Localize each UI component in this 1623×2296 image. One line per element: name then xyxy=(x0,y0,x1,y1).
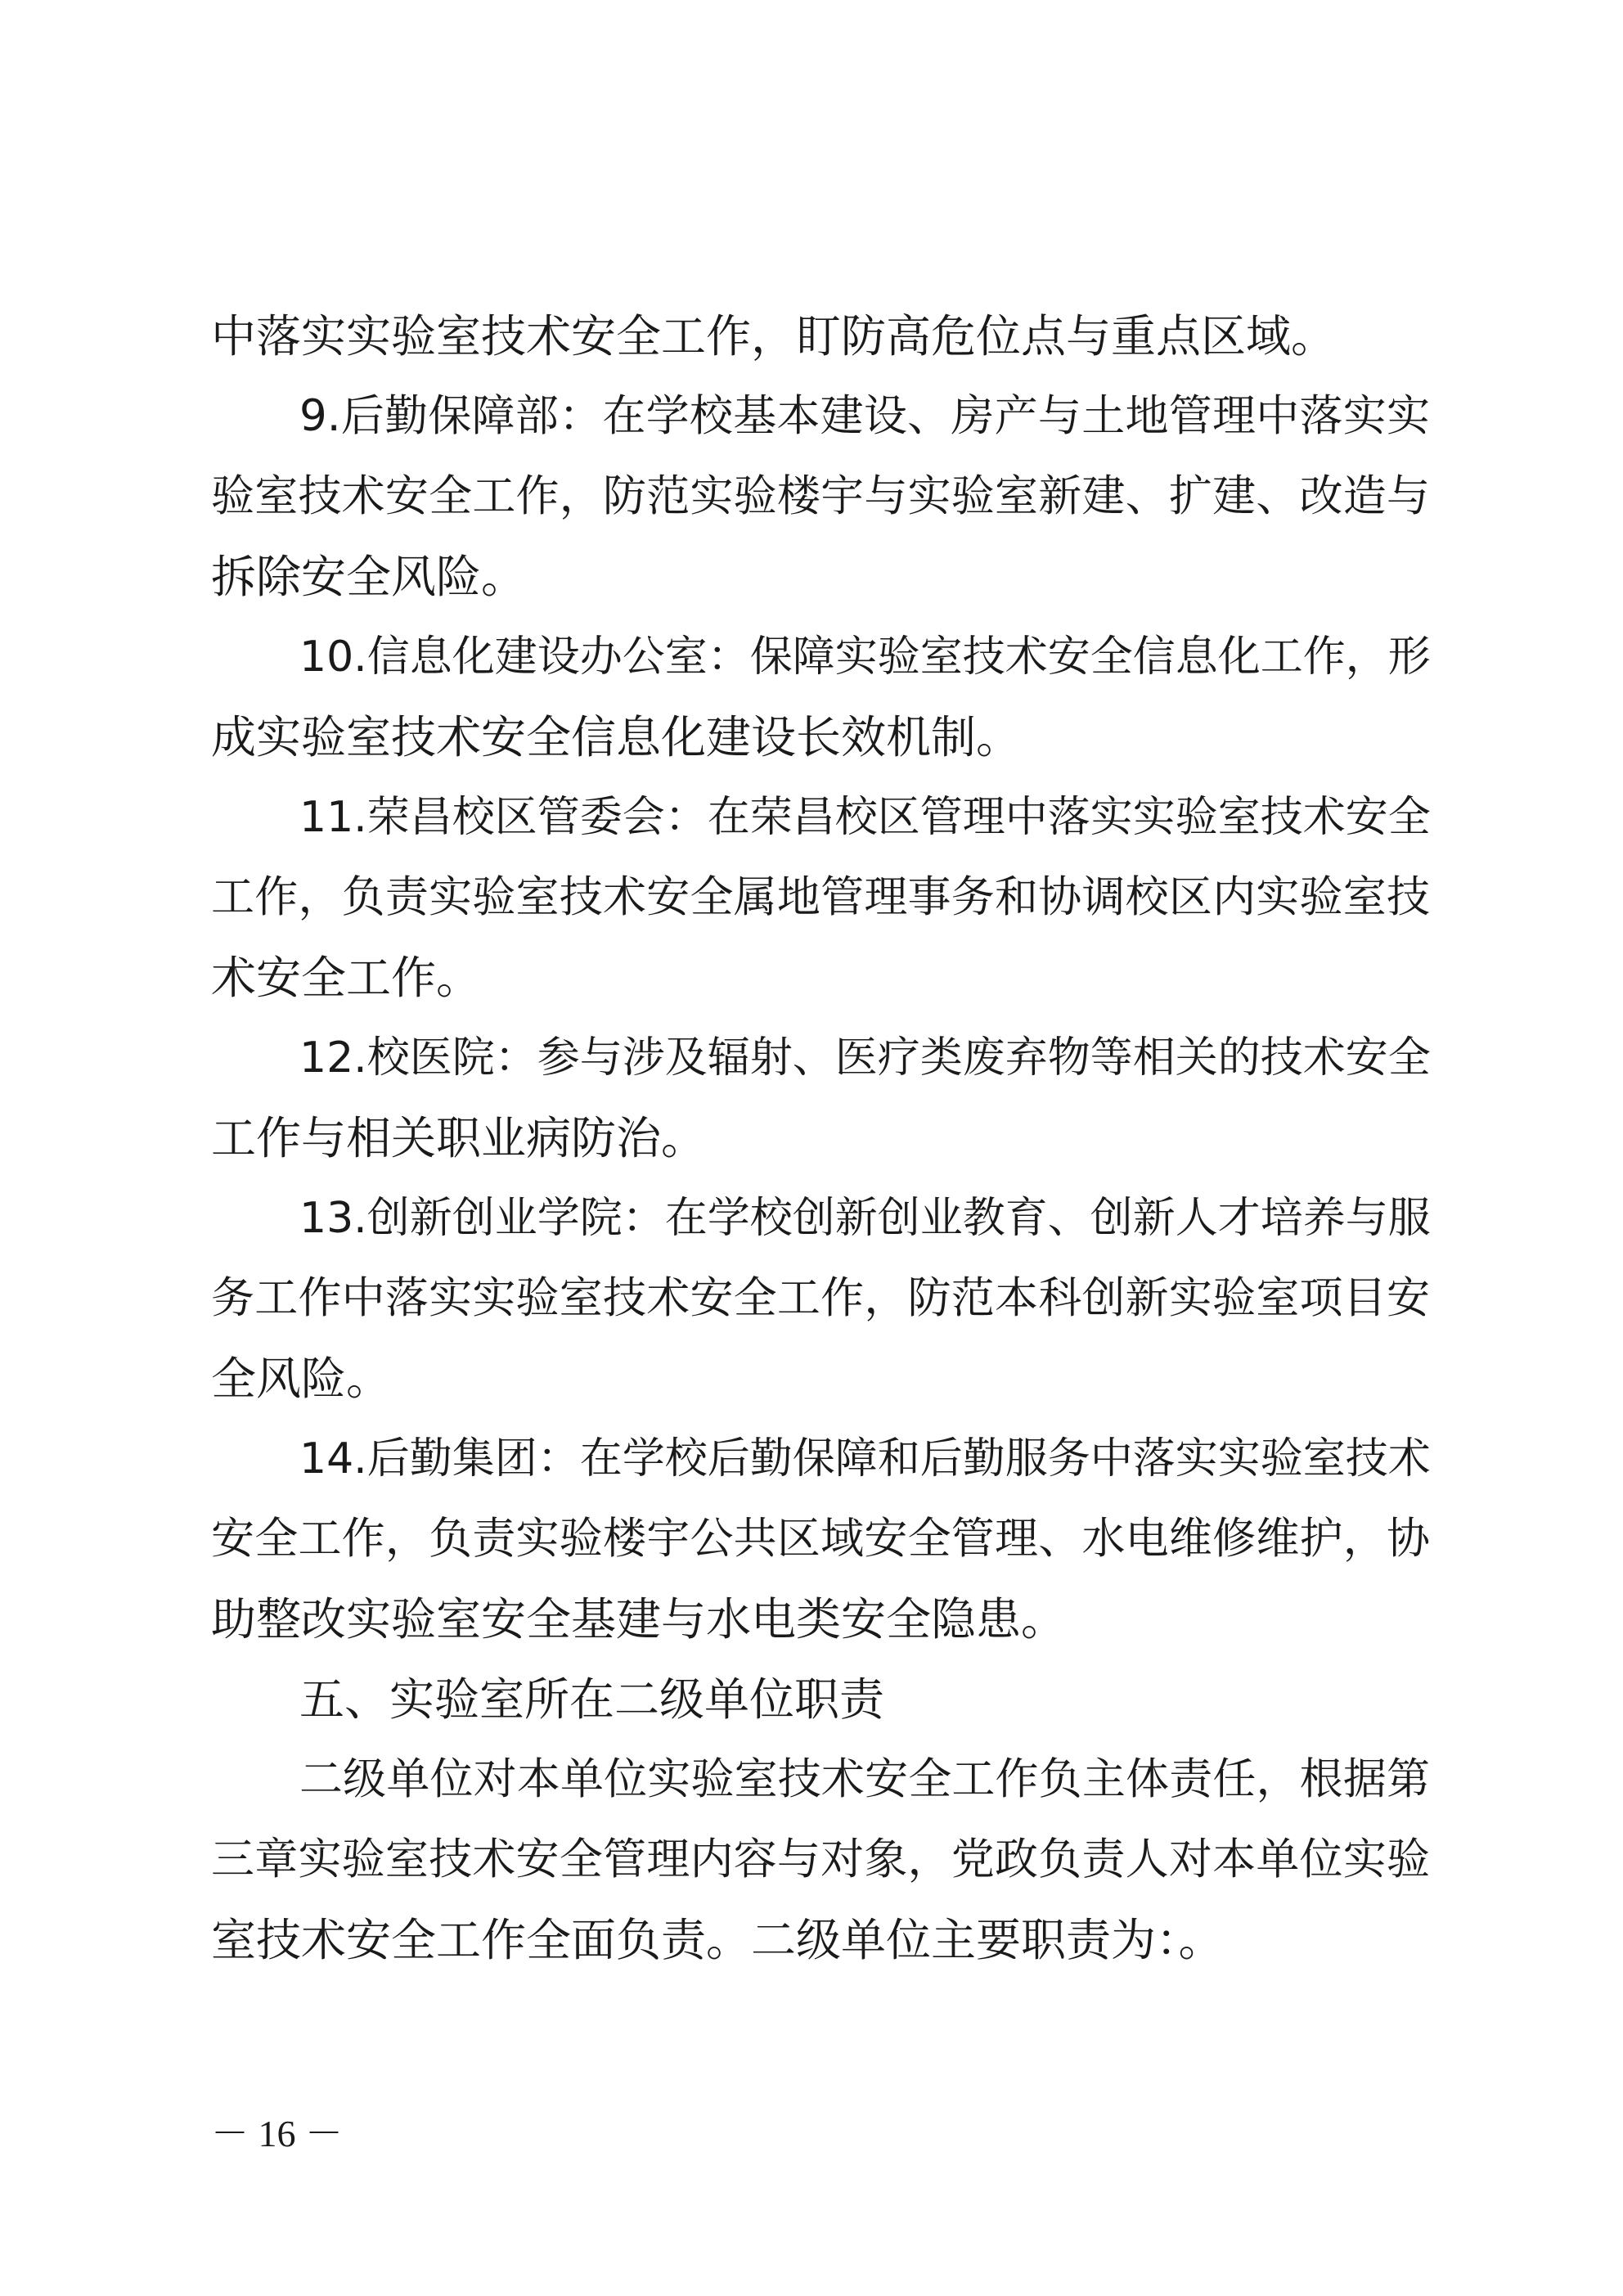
body-line: 安全工作，负责实验楼宇公共区域安全管理、水电维修维护，协 xyxy=(211,1514,1430,1564)
body-line: 全风险。 xyxy=(211,1353,392,1405)
body-line: 12.校医院：参与涉及辐射、医疗类废弃物等相关的技术安全 xyxy=(299,1033,1431,1083)
body-line: 室技术安全工作全面负责。二级单位主要职责为：。 xyxy=(211,1914,1224,1966)
body-line: 中落实实验室技术安全工作，盯防高危位点与重点区域。 xyxy=(211,310,1337,362)
body-line: 工作与相关职业病防治。 xyxy=(211,1112,707,1164)
body-line: 11.荣昌校区管委会：在荣昌校区管理中落实实验室技术安全 xyxy=(299,793,1431,842)
body-line: 二级单位对本单位实验室技术安全工作负主体责任，根据第 xyxy=(299,1754,1430,1804)
body-line: 助整改实验室安全基建与水电类安全隐患。 xyxy=(211,1593,1067,1645)
body-line: 成实验室技术安全信息化建设长效机制。 xyxy=(211,711,1022,763)
body-line: 14.后勤集团：在学校后勤保障和后勤服务中落实实验室技术 xyxy=(299,1434,1431,1483)
body-line: 验室技术安全工作，防范实验楼宇与实验室新建、扩建、改造与 xyxy=(211,471,1430,521)
body-line: 拆除安全风险。 xyxy=(211,551,527,603)
body-line: 13.创新创业学院：在学校创新创业教育、创新人才培养与服 xyxy=(299,1194,1431,1243)
body-line: 10.信息化建设办公室：保障实验室技术安全信息化工作，形 xyxy=(299,633,1431,682)
body-line: 务工作中落实实验室技术安全工作，防范本科创新实验室项目安 xyxy=(211,1273,1430,1323)
section-heading: 五、实验室所在二级单位职责 xyxy=(299,1673,885,1726)
body-line: 工作，负责实验室技术安全属地管理事务和协调校区内实验室技 xyxy=(211,872,1430,922)
page-number: － 16 － xyxy=(211,2113,343,2154)
body-line: 9.后勤保障部：在学校基本建设、房产与土地管理中落实实 xyxy=(299,391,1430,441)
body-line: 术安全工作。 xyxy=(211,952,482,1004)
body-line: 三章实验室技术安全管理内容与对象，党政负责人对本单位实验 xyxy=(211,1835,1430,1884)
